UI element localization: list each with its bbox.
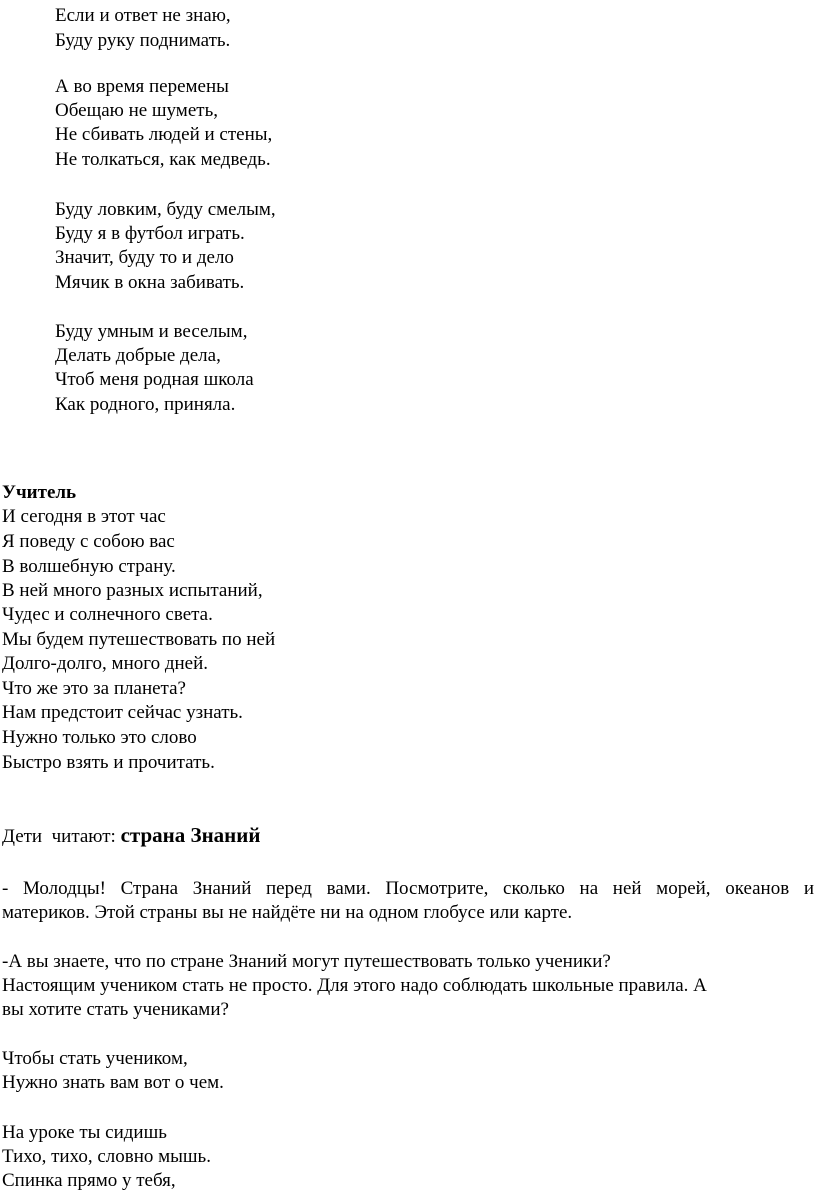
poem-line: Как родного, приняла. (55, 394, 236, 415)
teacher-line: Что же это за планета? (2, 678, 186, 699)
children-read-line (2, 823, 260, 849)
poem-line: А во время перемены (55, 76, 229, 97)
poem-line: Буду ловким, буду смелым, (55, 199, 276, 220)
teacher-line: Быстро взять и прочитать. (2, 752, 215, 773)
paragraph-line: -А вы знаете, что по стране Знаний могут путешествовать только ученики? (2, 951, 611, 972)
teacher-line: Я поведу с собою вас (2, 531, 175, 552)
teacher-line: Чудес и солнечного света. (2, 604, 213, 625)
poem-line: Значит, буду то и дело (55, 247, 234, 268)
verse-line: Чтобы стать учеником, (2, 1048, 188, 1069)
poem-line: Чтоб меня родная школа (55, 369, 254, 390)
poem-line: Если и ответ не знаю, (55, 5, 231, 26)
paragraph-line: вы хотите стать учениками? (2, 999, 229, 1020)
teacher-line: Нам предстоит сейчас узнать. (2, 702, 243, 723)
verse-line: Тихо, тихо, словно мышь. (2, 1146, 211, 1167)
poem-line: Мячик в окна забивать. (55, 272, 245, 293)
children-prefix: Дети читают: (2, 826, 121, 847)
poem-line: Буду руку поднимать. (55, 30, 231, 51)
speaker-label: Учитель (2, 482, 77, 503)
poem-line: Буду умным и веселым, (55, 321, 248, 342)
poem-line: Буду я в футбол играть. (55, 223, 245, 244)
paragraph-line: - Молодцы! Страна Знаний перед вами. Посмотрите, сколько на ней морей, океанов и (2, 878, 814, 899)
verse-line: На уроке ты сидишь (2, 1122, 167, 1143)
poem-line: Не толкаться, как медведь. (55, 149, 271, 170)
teacher-line: И сегодня в этот час (2, 506, 166, 527)
teacher-line: В ней много разных испытаний, (2, 580, 263, 601)
country-name: страна Знаний (120, 823, 261, 847)
paragraph-line: Настоящим учеником стать не просто. Для этого надо соблюдать школьные правила. А (2, 975, 707, 996)
teacher-line: Долго-долго, много дней. (2, 653, 209, 674)
paragraph-line: материков. Этой страны вы не найдёте ни на одном глобусе или карте. (2, 902, 573, 923)
verse-line: Спинка прямо у тебя, (2, 1170, 176, 1191)
poem-line: Обещаю не шуметь, (55, 100, 218, 121)
teacher-line: Нужно только это слово (2, 727, 197, 748)
verse-line: Нужно знать вам вот о чем. (2, 1072, 224, 1093)
teacher-line: В волшебную страну. (2, 556, 176, 577)
teacher-line: Мы будем путешествовать по ней (2, 629, 276, 650)
poem-line: Не сбивать людей и стены, (55, 124, 273, 145)
poem-line: Делать добрые дела, (55, 345, 221, 366)
